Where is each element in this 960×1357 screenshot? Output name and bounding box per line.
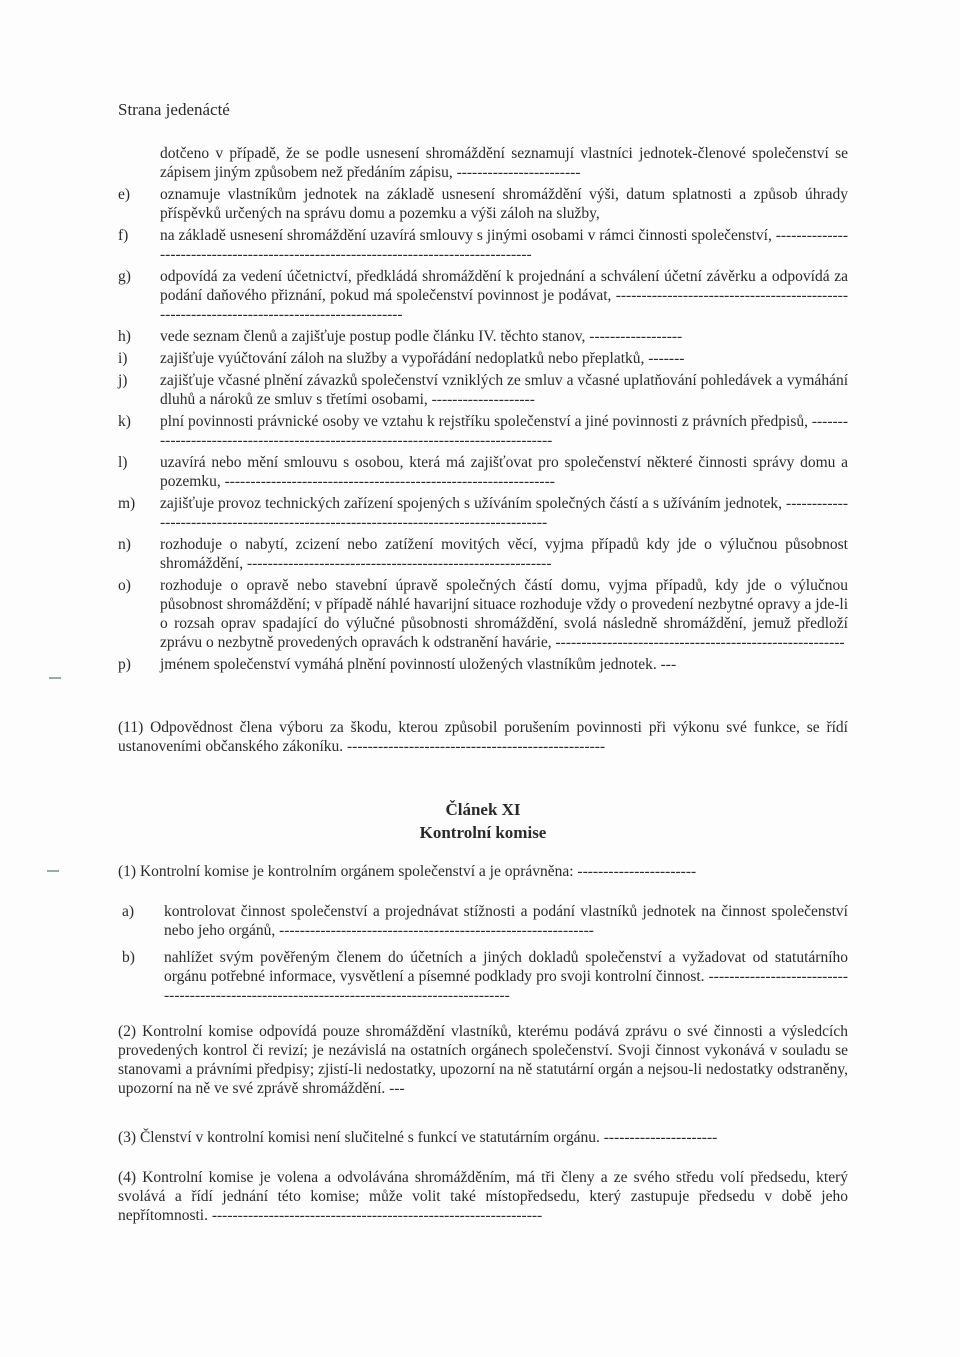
- list-item: [118, 371, 848, 409]
- paragraph-2: (2) Kontrolní komise odpovídá pouze shromáždění vlastníků, kterému podává zprávu o své činnosti a výsledcích provedených kontrol či revizí; je nezávislá na ostatních orgánech společenství. Svoji činnost vykonává v souladu se stanovami a právními předpisy; zjistí-li nedostatky, upozorní na ně statutární orgán a nejsou-li nedostatky odstraněny, upozorní na ně ve své zprávě shromáždění. ---: [118, 1023, 848, 1097]
- item-text: vede seznam členů a zajišťuje postup podle článku IV. těchto stanov, ------------------: [160, 328, 683, 345]
- item-text: rozhoduje o opravě nebo stavební úpravě společných částí domu, vyjma případů, kdy jde o výlučnou působnost shromáždění; v případě náhlé havarijní situace rozhoduje vždy o provedení nezbytné opravy a jde-li o rozsah oprav spadající do výlučné působnosti shromáždění, svolá následně shromáždění, jemuž předloží zprávu o nezbytně provedených opravách k odstranění havárie, --------------------------------------------------------: [160, 577, 848, 651]
- list-item: [118, 327, 848, 346]
- continuation-text: dotčeno v případě, že se podle usnesení shromáždění seznamují vlastníci jednotek-členové společenství se zápisem jiným způsobem než předáním zápisu, ------------------------: [160, 145, 848, 181]
- item-label: e): [118, 186, 131, 203]
- list-item: [118, 576, 848, 652]
- item-text: plní povinnosti právnické osoby ve vztahu k rejstříku společenství a jiné povinnosti z právních předpisů, -----------------------------------------------------------------------------------: [160, 413, 848, 449]
- item-label: b): [122, 949, 135, 966]
- item-text: kontrolovat činnost společenství a projednávat stížnosti a podání vlastníků jednotek na činnost společenství nebo jeho orgánů, -------------------------------------------------------------: [164, 903, 848, 939]
- item-label: m): [118, 495, 136, 512]
- item-label: j): [118, 372, 128, 389]
- item-text: rozhoduje o nabytí, zcizení nebo zatížení movitých věcí, vyjma případů kdy jde o výlučnou působnost shromáždění, -----------------------------------------------------------: [160, 536, 848, 572]
- scan-mark: [47, 870, 59, 872]
- duties-list: [118, 144, 848, 677]
- item-text: na základě usnesení shromáždění uzavírá smlouvy s jinými osobami v rámci činnosti společenství, --------------------------------------------------------------------------------------: [160, 227, 848, 263]
- list-item: [118, 494, 848, 532]
- list-item: [118, 226, 848, 264]
- page-number: Strana jedenácté: [118, 100, 230, 119]
- item-label: o): [118, 577, 131, 594]
- list-item: [118, 453, 848, 491]
- item-text: oznamuje vlastníkům jednotek na základě usnesení shromáždění výši, datum splatnosti a způsob úhrady příspěvků určených na správu domu a pozemku a výši záloh na služby,: [160, 186, 848, 222]
- list-item: [118, 948, 848, 1005]
- item-label: p): [118, 656, 131, 673]
- list-item: [118, 267, 848, 324]
- article-title: Článek XI: [445, 800, 521, 819]
- item-label: f): [118, 227, 129, 244]
- paragraph-11: (11) Odpovědnost člena výboru za škodu, kterou způsobil porušením povinnosti při výkonu své funkce, se řídí ustanoveními občanského zákoníku. --------------------------------------------------: [118, 719, 848, 755]
- paragraph-4: (4) Kontrolní komise je volena a odvolávána shromážděním, má tři členy a ze svého středu volí předsedu, který svolává a řídí jednání této komise; může volit také místopředsedu, který zastupuje předsedu v době jeho nepřítomnosti. ----------------------------------------------------------------: [118, 1169, 848, 1224]
- item-text: jménem společenství vymáhá plnění povinností uložených vlastníkům jednotek. ---: [160, 656, 677, 673]
- item-text: zajišťuje vyúčtování záloh na služby a vypořádání nedoplatků nebo přeplatků, -------: [160, 350, 685, 367]
- list-item: [118, 185, 848, 223]
- item-text: zajišťuje včasné plnění závazků společenství vzniklých ze smluv a včasné uplatňování pohledávek a vymáhání dluhů a nároků ze smluv s třetími osobami, --------------------: [160, 372, 848, 408]
- paragraph-3: (3) Členství v kontrolní komisi není slučitelné s funkcí ve statutárním orgánu. ----------------------: [118, 1129, 718, 1146]
- item-label: i): [118, 350, 128, 367]
- paragraph-1: (1) Kontrolní komise je kontrolním orgánem společenství a je oprávněna: -----------------------: [118, 863, 697, 880]
- item-label: l): [118, 454, 128, 471]
- item-text: zajišťuje provoz technických zařízení spojených s užíváním společných částí a s užíváním jednotek, ---------------------------------------------------------------------------------------: [160, 495, 848, 531]
- item-label: h): [118, 328, 131, 345]
- item-label: k): [118, 413, 131, 430]
- list-item: [118, 412, 848, 450]
- list-item: [118, 349, 848, 368]
- list-item: [118, 902, 848, 940]
- item-text: nahlížet svým pověřeným členem do účetních a jiných dokladů společenství a vyžadovat od statutárního orgánu potřebné informace, vysvětlení a písemné podklady pro svoji kontrolní činnost. ----------------------------------------------------------------------------------------------: [164, 949, 848, 1004]
- item-label: g): [118, 268, 131, 285]
- article-heading: [118, 798, 848, 844]
- item-label: a): [122, 903, 135, 920]
- article-subtitle: Kontrolní komise: [419, 823, 547, 842]
- item-text: uzavírá nebo mění smlouvu s osobou, která má zajišťovat pro společenství některé činnosti správy domu a pozemku, ----------------------------------------------------------------: [160, 454, 848, 490]
- scan-mark: [49, 677, 61, 679]
- item-label: n): [118, 536, 131, 553]
- item-text: odpovídá za vedení účetnictví, předkládá shromáždění k projednání a schválení účetní závěrku a odpovídá za podání daňového přiznání, pokud má společenství povinnost je podávat, --------------------------------------------------------------------------------------------: [160, 268, 848, 323]
- powers-list: [118, 902, 848, 1013]
- list-item: [118, 655, 848, 674]
- list-item: [118, 535, 848, 573]
